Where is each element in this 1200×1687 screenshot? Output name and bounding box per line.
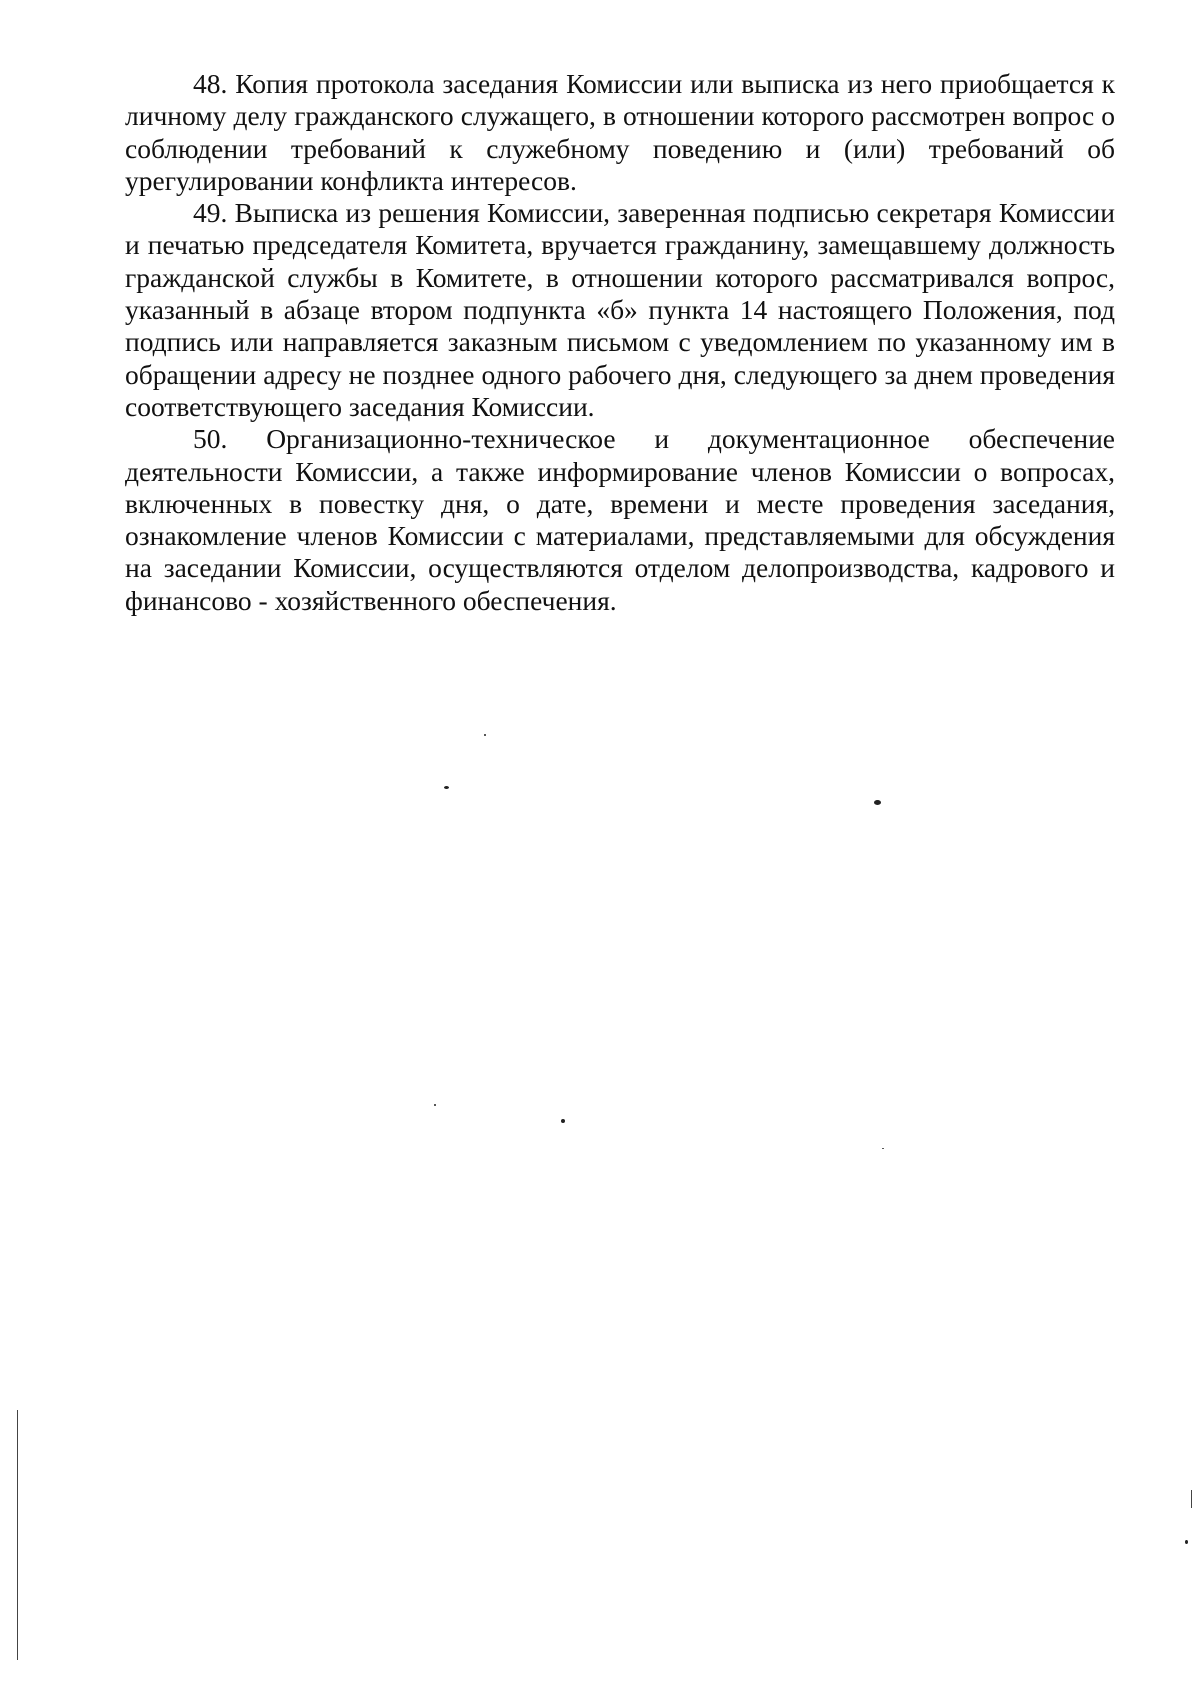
scan-speck [1185,1540,1188,1544]
scan-edge-line [1191,1490,1192,1508]
paragraph-48: 48. Копия протокола заседания Комиссии или выписка из него приобщается к личному делу гражданского служащего, в отношении которого рассмотрен вопрос о соблюдении требований к служебному поведению и (или) требований об урегулировании конфликта интересов. [125,68,1115,196]
scan-speck [484,734,486,736]
scan-speck [444,786,449,789]
paragraph-49: 49. Выписка из решения Комиссии, заверенная подписью секретаря Комиссии и печатью председателя Комитета, вручается гражданину, замещавшему должность гражданской службы в Комитете, в отношении которого рассматривался вопрос, указанный в абзаце втором подпункта «б» пункта 14 настоящего Положения, под подпись или направляется заказным письмом с уведомлением по указанному им в обращении адресу не позднее одного рабочего дня, следующего за днем проведения соответствующего заседания Комиссии. [125,197,1115,422]
document-body [125,68,1115,617]
scan-speck [874,800,881,805]
scan-speck [882,1148,884,1149]
paragraph-50: 50. Организационно-техническое и документационное обеспечение деятельности Комиссии, а также информирование членов Комиссии о вопросах, включенных в повестку дня, о дате, времени и месте проведения заседания, ознакомление членов Комиссии с материалами, представляемыми для обсуждения на заседании Комиссии, осуществляются отделом делопроизводства, кадрового и финансово - хозяйственного обеспечения. [125,423,1115,616]
scan-speck [561,1119,565,1123]
scan-speck [434,1104,436,1106]
scan-edge-line [17,1410,18,1660]
